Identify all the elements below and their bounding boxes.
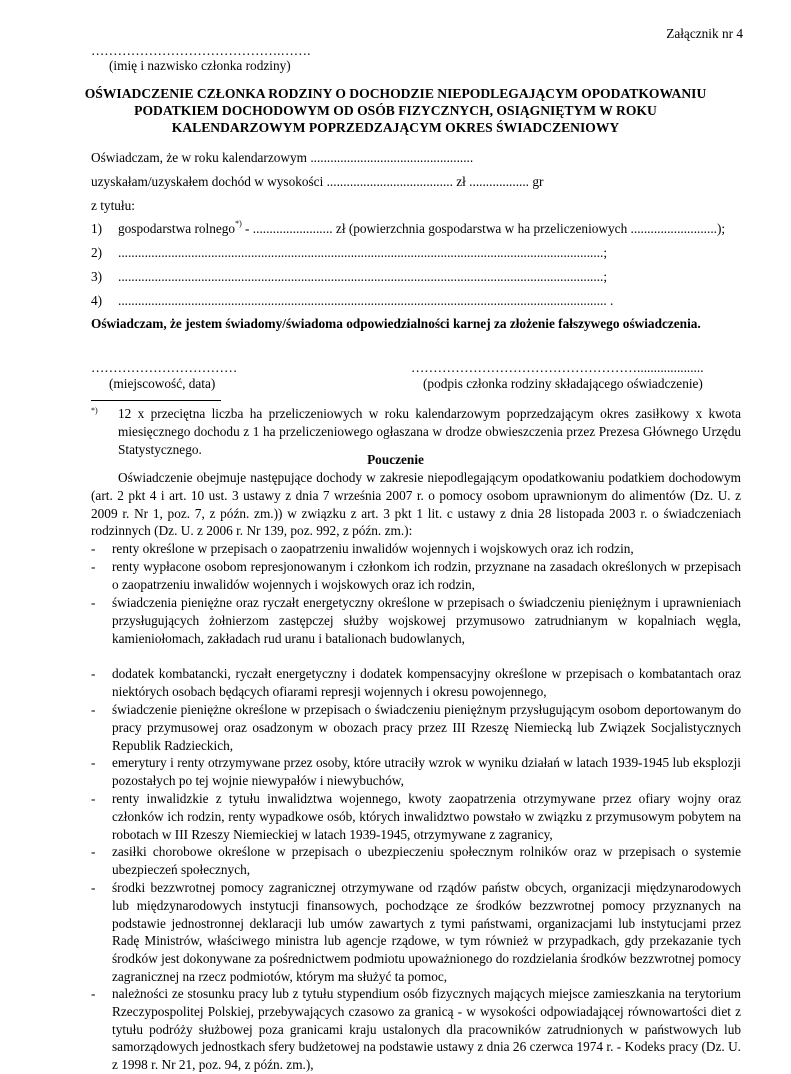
signature-dots: …………………………………………….................... — [411, 360, 704, 375]
list-item-text: dodatek kombatancki, ryczałt energetyczny i dodatek kompensacyjny określone w przepisach o kombatantach oraz niektórych osobach będących ofiarami represji wojennych i okresu powojennego, — [112, 666, 741, 699]
list-item-text: należności ze stosunku pracy lub z tytułu stypendium osób fizycznych mających miejsce zamieszkania na terytorium Rzeczypospolitej Polskiej, przebywających czasowo za granicą - w wysokości odpowiadającej równowartości diet z tytułu podróży służbowej poza granicami kraju ustalonych dla pracowników zatrudnionych w państwowych lub samorządowych jednostkach sfery budżetowej na podstawie ustawy z dnia 26 czerwca 1974 r. - Kodeks pracy (Dz. U. z 1998 r. Nr 21, poz. 94, z późn. zm.), — [112, 986, 741, 1073]
bullet-dash: - — [91, 666, 96, 681]
bullet-dash: - — [91, 844, 96, 859]
item-text: ..................................................................................................................................................; — [118, 269, 608, 284]
list-item-text: renty inwalidzkie z tytułu inwalidztwa wojennego, kwoty zaopatrzenia otrzymywane przez ofiary wojny oraz członków ich rodzin, renty wypadkowe osób, których inwalidztwo powstało w związku z przymusowym pobytem na robotach w III Rzeszy Niemieckiej w latach 1939-1945, otrzymywane z zagranicy, — [112, 791, 741, 842]
bullet-dash: - — [91, 791, 96, 806]
list-item — [91, 665, 741, 701]
place-dots: …………………………… — [91, 360, 238, 375]
source-line: z tytułu: — [91, 198, 135, 213]
year-line: Oświadczam, że w roku kalendarzowym ................................................. — [91, 150, 474, 165]
item-number: 1) — [91, 221, 103, 236]
footnote-mark: *) — [91, 406, 98, 415]
list-item-text: świadczenia pieniężne oraz ryczałt energetyczny określone w przepisach o świadczeniu pieniężnym i uprawnieniach przysługujących żołnierzom zastępczej służby wojskowej przymusowo zatrudnianym w kopalniach węgla, kamieniołomach, zakładach rud uranu i batalionach budowlanych, — [112, 595, 741, 646]
signature-label: (podpis członka rodziny składającego oświadczenie) — [423, 376, 703, 391]
place-label: (miejscowość, data) — [109, 376, 216, 391]
item-number: 2) — [91, 245, 103, 260]
title-line-1: OŚWIADCZENIE CZŁONKA RODZINY O DOCHODZIE NIEPODLEGAJĄCYM OPODATKOWANIU — [84, 86, 707, 101]
title-line-3: KALENDARZOWYM POPRZEDZAJĄCYM OKRES ŚWIADCZENIOWY — [171, 120, 620, 135]
item-number: 3) — [91, 269, 103, 284]
income-line: uzyskałam/uzyskałem dochód w wysokości ...................................... zł .................. gr — [91, 174, 544, 189]
name-dots: …………………………………….……. — [91, 43, 311, 58]
bullet-dash: - — [91, 595, 96, 610]
liability-declaration: Oświadczam, że jestem świadomy/świadoma odpowiedzialności karnej za złożenie fałszywego oświadczenia. — [91, 316, 701, 331]
list-item — [91, 985, 741, 1074]
item-text: ..................................................................................................................................................; — [118, 245, 608, 260]
item-text: gospodarstwa rolnego*) - ........................ zł (powierzchnia gospodarstwa w ha przeliczeniowych ..........................); — [118, 219, 726, 236]
bullet-dash: - — [91, 880, 96, 895]
instructions-heading: Pouczenie — [367, 452, 424, 467]
list-item — [91, 701, 741, 754]
list-item — [91, 754, 741, 790]
list-item — [91, 594, 741, 647]
list-item-text: emerytury i renty otrzymywane przez osoby, które utraciły wzrok w wyniku działań w latach 1939-1945 lub eksplozji pozostałych po tej wojnie niewypałów i niewybuchów, — [112, 755, 741, 788]
list-item-text: renty określone w przepisach o zaopatrzeniu inwalidów wojennych i wojskowych oraz ich rodzin, — [112, 541, 634, 556]
bullet-dash: - — [91, 755, 96, 770]
list-item-text: zasiłki chorobowe określone w przepisach o ubezpieczeniu społecznym rolników oraz w przepisach o systemie ubezpieczeń społecznych, — [112, 844, 741, 877]
bullet-dash: - — [91, 559, 96, 574]
attachment-label: Załącznik nr 4 — [666, 26, 743, 41]
instructions-intro: Oświadczenie obejmuje następujące dochody w zakresie niepodlegającym opodatkowaniu podatkiem dochodowym (art. 2 pkt 4 i art. 10 ust. 3 ustawy z dnia 7 września 2007 r. o pomocy osobom uprawnionym do alimentów (Dz. U. z 2009 r. Nr 1, poz. 7, z późn. zm.)) w związku z art. 3 pkt 1 lit. c ustawy z dnia 28 listopada 2003 r. o świadczeniach rodzinnych (Dz. U. z 2006 r. Nr 139, poz. 992, z późn. zm.): — [91, 470, 741, 539]
document-title — [60, 85, 731, 136]
list-item — [91, 843, 741, 879]
footnote-ref: *) — [235, 219, 242, 228]
list-item-text: środki bezzwrotnej pomocy zagranicznej otrzymywane od rządów państw obcych, organizacji międzynarodowych lub międzynarodowych instytucji finansowych, pochodzące ze środków bezzwrotnej pomocy przyznanych na podstawie jednostronnej deklaracji lub umów zawartych z tymi państwami, organizacjami lub instytucjami przez Radę Ministrów, właściwego ministra lub agencje rządowe, w tym również w przypadkach, gdy przekazanie tych środków jest dokonywane za pośrednictwem podmiotu upoważnionego do rozdzielania środków bezzwrotnej pomocy zagranicznej na rzecz podmiotów, którym ma służyć ta pomoc, — [112, 880, 741, 984]
list-item-text: renty wypłacone osobom represjonowanym i członkom ich rodzin, przyznane na zasadach określonych w przepisach o zaopatrzeniu inwalidów wojennych i wojskowych oraz ich rodzin, — [112, 559, 741, 592]
list-item — [91, 790, 741, 843]
footnote-text: 12 x przeciętna liczba ha przeliczeniowych w roku kalendarzowym poprzedzającym okres zasiłkowy x kwota miesięcznego dochodu z 1 ha przeliczeniowego ogłaszana w drodze obwieszczenia przez Prezesa Głównego Urzędu Statystycznego. — [118, 406, 741, 457]
item-text: ................................................................................................................................................... . — [118, 293, 614, 308]
title-line-2: PODATKIEM DOCHODOWYM OD OSÓB FIZYCZNYCH, OSIĄGNIĘTYM W ROKU — [134, 103, 657, 118]
bullet-dash: - — [91, 986, 96, 1001]
list-item — [91, 540, 741, 558]
list-item-text: świadczenie pieniężne określone w przepisach o świadczeniu pieniężnym przysługującym osobom deportowanym do pracy przymusowej oraz osadzonym w obozach pracy przez III Rzeszę Niemiecką lub Związek Socjalistycznych Republik Radzieckich, — [112, 702, 741, 753]
bullet-dash: - — [91, 541, 96, 556]
list-item — [91, 879, 741, 986]
name-label: (imię i nazwisko członka rodziny) — [109, 58, 291, 73]
list-item — [91, 558, 741, 594]
bullet-dash: - — [91, 702, 96, 717]
footnote-divider — [91, 400, 221, 401]
item-number: 4) — [91, 293, 103, 308]
